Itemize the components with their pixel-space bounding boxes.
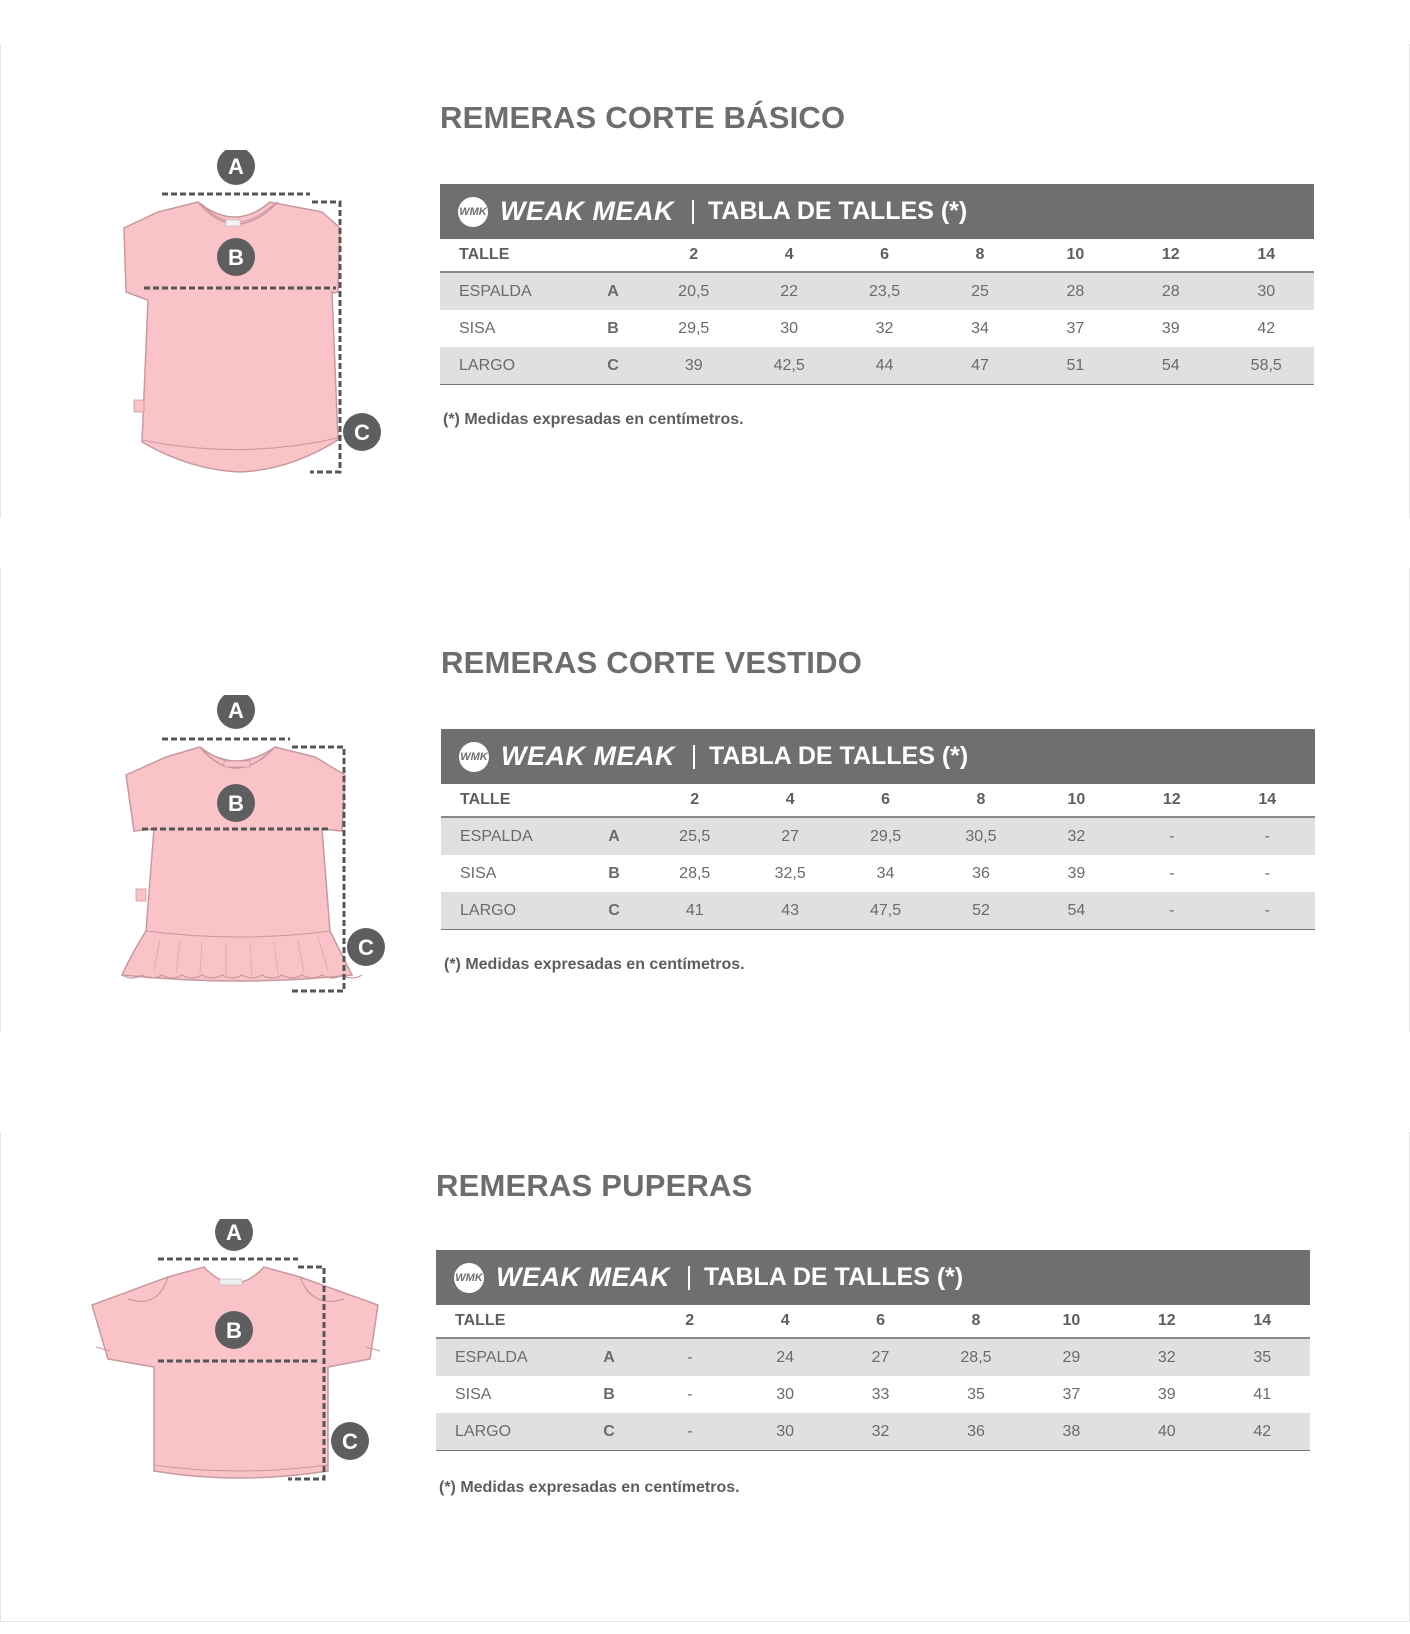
table-cell: -	[1124, 817, 1219, 855]
row-letter: A	[581, 817, 647, 855]
tshirt-basic-illustration	[110, 150, 400, 480]
table-header-size: 12	[1123, 239, 1218, 272]
table-cell: 25,5	[647, 817, 742, 855]
dress-body	[122, 747, 352, 981]
table-row-largo	[436, 1413, 1310, 1451]
table-cell: 47,5	[838, 892, 933, 930]
row-letter: B	[607, 319, 619, 337]
row-label: SISA	[460, 864, 497, 882]
table-cell: 41	[647, 892, 742, 930]
row-label: LARGO	[440, 347, 580, 385]
row-label: SISA	[459, 319, 496, 337]
pupera-label	[220, 1279, 242, 1285]
table-cell: 30	[1218, 272, 1314, 310]
table-header-size: 8	[933, 784, 1028, 817]
table-cell: 42,5	[741, 347, 836, 385]
size-chart-title: TABLA DE TALLES (*)	[708, 197, 968, 225]
table-cell: 28,5	[679, 864, 711, 882]
row-letter: B	[608, 864, 620, 882]
table-cell: -	[1124, 892, 1219, 930]
table-cell: 27	[833, 1338, 928, 1376]
table-row-largo	[440, 347, 1314, 385]
table-cell: 34	[876, 864, 895, 882]
table-cell: 37	[1066, 319, 1085, 337]
table-cell: 39	[1067, 864, 1086, 882]
measurement-note: (*) Medidas expresadas en centímetros.	[439, 1479, 740, 1496]
table-cell: 52	[933, 892, 1028, 930]
marker-c: C	[354, 420, 370, 445]
marker-a: A	[228, 154, 244, 179]
size-table	[440, 239, 1314, 385]
dress-label	[224, 761, 250, 767]
table-cell: 30,5	[933, 817, 1028, 855]
table-row-sisa	[436, 1376, 1310, 1413]
table-row-sisa	[440, 310, 1314, 347]
table-cell: 58,5	[1218, 347, 1314, 385]
row-letter: C	[576, 1413, 642, 1451]
table-cell: 29,5	[678, 319, 710, 337]
table-cell: 28,5	[928, 1338, 1023, 1376]
size-chart	[441, 729, 1315, 930]
table-cell: 30	[776, 1385, 795, 1403]
brand-name: WEAK MEAK	[501, 741, 675, 771]
table-header-talle: TALLE	[436, 1305, 576, 1338]
marker-b: B	[228, 245, 244, 270]
table-cell: 20,5	[646, 272, 741, 310]
table-cell: -	[1219, 817, 1315, 855]
marker-b: B	[228, 791, 244, 816]
table-cell: -	[642, 1413, 737, 1451]
section-title: REMERAS CORTE BÁSICO	[440, 100, 846, 135]
table-header-letter	[580, 239, 646, 272]
table-cell: 39	[1161, 319, 1180, 337]
table-header-size: 14	[1219, 784, 1315, 817]
table-header-size: 8	[928, 1305, 1023, 1338]
table-header-size: 6	[837, 239, 932, 272]
table-cell: 29	[1024, 1338, 1119, 1376]
size-chart-header	[441, 729, 1315, 784]
marker-c: C	[342, 1429, 358, 1454]
size-chart-header	[436, 1250, 1310, 1305]
table-cell: 34	[971, 319, 989, 337]
table-header-talle: TALLE	[441, 784, 581, 817]
table-cell: 29,5	[838, 817, 933, 855]
size-chart-title: TABLA DE TALLES (*)	[709, 742, 969, 770]
table-header-size: 14	[1214, 1305, 1310, 1338]
table-cell: 27	[742, 817, 837, 855]
table-row-espalda	[436, 1338, 1310, 1376]
row-label: SISA	[455, 1385, 492, 1403]
table-cell: 42	[1214, 1413, 1310, 1451]
header-divider	[692, 200, 694, 224]
table-cell: -	[1264, 864, 1270, 882]
table-header-size: 12	[1119, 1305, 1214, 1338]
marker-a: A	[226, 1220, 242, 1245]
table-cell: 28	[1028, 272, 1123, 310]
table-cell: 23,5	[837, 272, 932, 310]
table-header-letter	[581, 784, 647, 817]
brand-name: WEAK MEAK	[500, 196, 674, 226]
table-cell: 33	[871, 1385, 890, 1403]
table-cell: 51	[1028, 347, 1123, 385]
table-header-size: 4	[737, 1305, 832, 1338]
brand-name: WEAK MEAK	[496, 1262, 670, 1292]
table-header-size: 10	[1028, 239, 1123, 272]
table-header-size: 10	[1029, 784, 1124, 817]
table-cell: 41	[1253, 1385, 1272, 1403]
size-table	[441, 784, 1315, 930]
marker-b: B	[226, 1318, 242, 1343]
table-cell: 24	[737, 1338, 832, 1376]
size-chart	[440, 184, 1314, 385]
table-header-size: 12	[1124, 784, 1219, 817]
table-cell: 43	[742, 892, 837, 930]
header-divider	[688, 1266, 690, 1290]
table-cell: 47	[932, 347, 1027, 385]
row-letter: C	[580, 347, 646, 385]
row-label: ESPALDA	[436, 1338, 576, 1376]
table-header-row	[436, 1305, 1310, 1338]
table-cell: -	[1169, 864, 1175, 882]
row-letter: A	[580, 272, 646, 310]
row-label: ESPALDA	[441, 817, 581, 855]
table-header-row	[440, 239, 1314, 272]
table-header-row	[441, 784, 1315, 817]
table-cell: 32,5	[774, 864, 806, 882]
table-header-letter	[576, 1305, 642, 1338]
table-cell: 40	[1119, 1413, 1214, 1451]
row-letter: A	[576, 1338, 642, 1376]
dress-tag	[136, 889, 146, 901]
table-header-size: 14	[1218, 239, 1314, 272]
table-cell: 39	[1157, 1385, 1176, 1403]
row-label: LARGO	[436, 1413, 576, 1451]
table-cell: 39	[646, 347, 741, 385]
row-letter: B	[603, 1385, 615, 1403]
table-row-espalda	[440, 272, 1314, 310]
table-header-talle: TALLE	[440, 239, 580, 272]
table-cell: 32	[1119, 1338, 1214, 1376]
table-header-size: 2	[642, 1305, 737, 1338]
marker-c: C	[358, 935, 374, 960]
table-header-size: 2	[646, 239, 741, 272]
table-cell: 35	[1214, 1338, 1310, 1376]
table-cell: 36	[972, 864, 990, 882]
table-cell: 28	[1123, 272, 1218, 310]
section-title: REMERAS PUPERAS	[436, 1168, 753, 1203]
row-letter: C	[581, 892, 647, 930]
row-label: LARGO	[441, 892, 581, 930]
tshirt-label	[226, 220, 240, 226]
table-cell: 32	[875, 319, 894, 337]
section-title: REMERAS CORTE VESTIDO	[441, 645, 863, 680]
measurement-note: (*) Medidas expresadas en centímetros.	[444, 956, 745, 973]
table-cell: 35	[967, 1385, 985, 1403]
table-cell: 30	[780, 319, 799, 337]
table-cell: 22	[741, 272, 836, 310]
table-cell: 54	[1029, 892, 1124, 930]
size-chart	[436, 1250, 1310, 1451]
brand-logo-icon: WMK	[458, 197, 488, 227]
tshirt-pupera-illustration	[88, 1219, 398, 1539]
table-row-sisa	[441, 855, 1315, 892]
table-header-size: 2	[647, 784, 742, 817]
table-cell: 32	[1029, 817, 1124, 855]
header-divider	[693, 745, 695, 769]
table-cell: -	[1219, 892, 1315, 930]
table-cell: 42	[1257, 319, 1276, 337]
tshirt-tag	[134, 400, 144, 412]
measurement-note: (*) Medidas expresadas en centímetros.	[443, 411, 744, 428]
size-chart-title: TABLA DE TALLES (*)	[704, 1263, 964, 1291]
row-label: ESPALDA	[440, 272, 580, 310]
table-row-largo	[441, 892, 1315, 930]
size-chart-header	[440, 184, 1314, 239]
table-cell: 38	[1024, 1413, 1119, 1451]
table-cell: 44	[837, 347, 932, 385]
table-header-size: 6	[838, 784, 933, 817]
table-cell: -	[642, 1338, 737, 1376]
table-header-size: 10	[1024, 1305, 1119, 1338]
tshirt-dress-illustration	[110, 695, 400, 1015]
table-cell: -	[687, 1385, 693, 1403]
table-header-size: 6	[833, 1305, 928, 1338]
table-header-size: 4	[742, 784, 837, 817]
table-cell: 30	[737, 1413, 832, 1451]
brand-logo-icon: WMK	[459, 742, 489, 772]
table-header-size: 8	[932, 239, 1027, 272]
table-cell: 37	[1062, 1385, 1081, 1403]
size-table	[436, 1305, 1310, 1451]
marker-a: A	[228, 698, 244, 723]
table-cell: 54	[1123, 347, 1218, 385]
table-cell: 36	[928, 1413, 1023, 1451]
table-cell: 32	[833, 1413, 928, 1451]
table-cell: 25	[932, 272, 1027, 310]
table-header-size: 4	[741, 239, 836, 272]
table-row-espalda	[441, 817, 1315, 855]
brand-logo-icon: WMK	[454, 1263, 484, 1293]
